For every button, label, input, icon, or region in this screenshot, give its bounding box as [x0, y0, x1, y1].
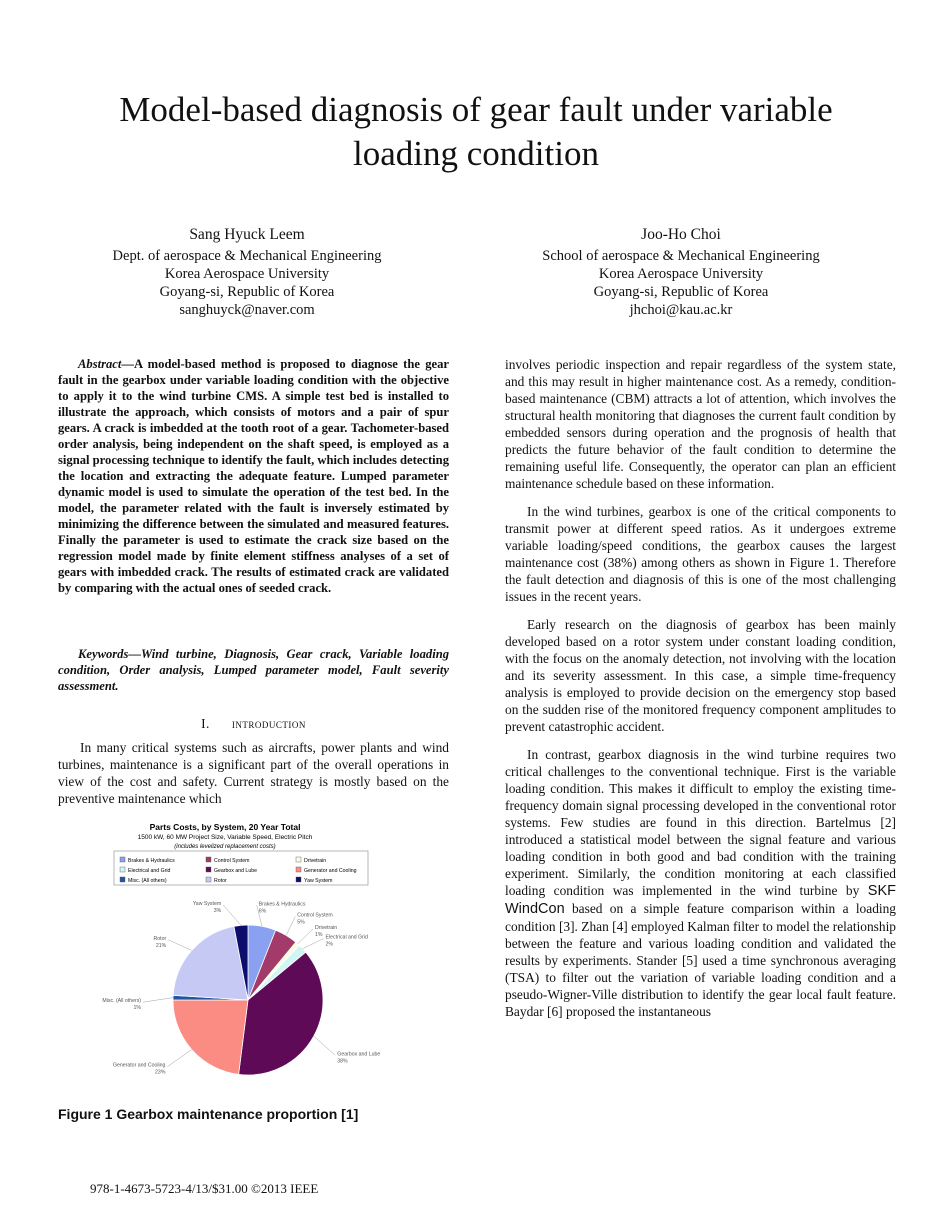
author-dept: School of aerospace & Mechanical Engineering: [542, 248, 820, 264]
product-name: SKF WindCon: [505, 883, 896, 917]
body-paragraph: In the wind turbines, gearbox is one of the critical components to transmit power at different speed ratios. As it undergoes extreme variable loading/speed conditions, the gearbox causes the largest maintenance cost (38%) among others as shown in Figure 1. Therefore the fault detection and diagnosis of this is one of the most challenging issues in the recent years.: [505, 504, 896, 604]
body-paragraph: [505, 746, 896, 1020]
paragraph-text-part-1: In contrast, gearbox diagnosis in the wind turbine requires two critical challenges to the conventional technique. First is the variable loading condition. This makes it difficult to employ the existing time-frequency domain signal processing developed in the conventional rotor systems. Few studies are found in this direction. Bartelmus [2] introduced a statistical model between the signal feature and various loading condition in both good and bad condition with the training experiment. Similarly, the condition monitoring at each classified loading condition was implemented in the wind turbine by: [505, 747, 896, 898]
keywords: Keywords—Wind turbine, Diagnosis, Gear crack, Variable loading condition, Order analysis, Lumped parameter model, Fault severity assessment.: [58, 647, 449, 693]
author-name: Joo-Ho Choi: [641, 226, 721, 243]
chart-title: Parts Costs, by System, 20 Year Total: [149, 822, 301, 832]
slice-leader-line: [314, 1036, 336, 1055]
author-email: jhchoi@kau.ac.kr: [629, 302, 733, 318]
slice-label: Misc. (All others): [102, 998, 142, 1005]
legend-swatch: [206, 857, 211, 862]
slice-percent-label: 6%: [258, 908, 267, 915]
author-block-2: [481, 226, 881, 319]
slice-leader-line: [286, 916, 295, 935]
slice-leader-line: [303, 939, 324, 949]
legend-swatch: [296, 877, 301, 882]
legend-label: Misc. (All others): [128, 878, 167, 884]
section-heading: [58, 716, 449, 732]
body-paragraph: involves periodic inspection and repair regardless of the system state, and this may result in higher maintenance cost. As a remedy, condition-based maintenance (CBM) attracts a lot of attention, which involves the structural health monitoring that diagnoses the current fault condition by embedded sensors during operation and the prognosis of health that predicts the future behavior of the fault condition to determine the remaining useful life. Consequently, the operator can plan an efficient maintenance schedule based on these information.: [505, 357, 896, 491]
keywords-label: Keywords: [78, 647, 129, 661]
body-paragraph: Early research on the diagnosis of gearbox has been mainly developed based on a rotor system under constant loading condition, with the focus on the anomaly detection, not involving with the location and its severity assessment. In this case, a simple time-frequency analysis is employed to provide decision on the emergency stop based on the sudden rise of the monitored frequency component amplitudes to prevent catastrophic accident.: [505, 617, 896, 734]
slice-percent-label: 5%: [297, 919, 305, 926]
author-university: Korea Aerospace University: [598, 266, 764, 282]
title-line-1: Model-based diagnosis of gear fault under variable: [119, 90, 833, 129]
slice-leader-line: [143, 998, 173, 1002]
pie-slice: [173, 1000, 248, 1074]
pie-slices: [173, 925, 323, 1075]
slice-label: Electrical and Grid: [325, 934, 368, 941]
author-name: Sang Hyuck Leem: [189, 226, 305, 243]
abstract-label: Abstract: [78, 357, 122, 371]
author-location: Goyang-si, Republic of Korea: [159, 284, 335, 300]
legend-label: Brakes & Hydraulics: [128, 858, 175, 864]
author-university: Korea Aerospace University: [164, 266, 330, 282]
legend-swatch: [206, 867, 211, 872]
chart-subtitle: 1500 kW, 60 MW Project Size, Variable Speed, Electric Pitch: [137, 834, 313, 841]
slice-leader-line: [223, 905, 241, 925]
slice-label: Gearbox and Lube: [337, 1051, 381, 1058]
slice-percent-label: 1%: [315, 932, 323, 939]
legend-swatch: [296, 857, 301, 862]
right-column: [505, 356, 896, 1031]
slice-leader-line: [298, 929, 313, 944]
slice-percent-label: 23%: [155, 1069, 166, 1076]
abstract-text: A model-based method is proposed to diagnose the gear fault in the gearbox under variable loading condition with the objective to apply it to the wind turbine CMS. A simple test bed is installed to illustrate the approach, which consists of motors and a pair of spur gears. A crack is imbedded at the tooth root of a gear. Tachometer-based order analysis, being independent on the shaft speed, is employed as a signal processing technique to identify the fault, which includes detecting the location and extracting the adequate feature. Lumped parameter dynamic model is used to simulate the operation of the test bed. In the model, the parameter related with the fault is inversely estimated by minimizing the difference between the simulated and measured features. Finally the parameter is used to estimate the crack size based on the regression model made by finite element stiffness analyses of a set of gears with imbedded crack. The results of estimated crack are validated by comparing with the actual ones of seeded crack.: [58, 357, 449, 595]
abstract: Abstract—A model-based method is proposed to diagnose the gear fault in the gearbox under variable loading condition with the objective to apply it to the wind turbine CMS. A simple test bed is installed to illustrate the approach, which consists of motors and a pair of spur gears. A crack is imbedded at the tooth root of a gear. Tachometer-based order analysis, being independent on the shaft speed, is employed as a signal processing technique to identify the fault, which includes detecting the location and extracting the adequate feature. Lumped parameter dynamic model is used to simulate the operation of the test bed. In the model, the parameter related with the fault is inversely estimated by minimizing the difference between the simulated and measured features. Finally the parameter is used to estimate the crack size based on the regression model made by finite element stiffness analyses of a set of gears with imbedded crack. The results of estimated crack are validated by comparing with the actual ones of seeded crack.: [58, 357, 449, 595]
legend-swatch: [296, 867, 301, 872]
pie-chart-figure: [100, 820, 400, 1095]
author-email: sanghuyck@naver.com: [179, 302, 315, 318]
figure-caption: Figure 1 Gearbox maintenance proportion [1]: [58, 1106, 359, 1122]
legend-label: Rotor: [214, 878, 227, 884]
legend-label: Yaw System: [304, 878, 333, 884]
slice-percent-label: 3%: [213, 907, 222, 914]
author-block-1: [47, 226, 447, 319]
slice-label: Rotor: [153, 935, 167, 942]
slice-label: Control System: [297, 912, 333, 919]
slice-label: Generator and Cooling: [112, 1062, 166, 1069]
paper-title: [60, 88, 892, 176]
slice-label: Yaw System: [192, 900, 222, 907]
page-footer: 978-1-4673-5723-4/13/$31.00 ©2013 IEEE: [90, 1181, 319, 1196]
slice-percent-label: 2%: [325, 941, 334, 948]
section-title: introduction: [231, 716, 306, 731]
slice-percent-label: 21%: [155, 942, 167, 949]
legend-swatch: [206, 877, 211, 882]
slice-leader-line: [168, 940, 192, 951]
section-number: I.: [201, 716, 210, 731]
legend-label: Gearbox and Lube: [214, 868, 257, 874]
legend-label: Drivetrain: [304, 858, 327, 864]
slice-label: Drivetrain: [315, 925, 338, 932]
legend-swatch: [120, 867, 125, 872]
slice-label: Brakes & Hydraulics: [258, 901, 306, 908]
chart-note: (includes levelized replacement costs): [174, 844, 276, 850]
slice-leader-line: [167, 1050, 191, 1067]
author-dept: Dept. of aerospace & Mechanical Engineering: [112, 248, 382, 264]
legend-label: Control System: [214, 858, 250, 864]
slice-percent-label: 1%: [133, 1005, 142, 1012]
pie-chart: [100, 820, 400, 1095]
intro-paragraph: In many critical systems such as aircrafts, power plants and wind turbines, maintenance is a significant part of the overall operations in view of the cost and safety. Current strategy is mostly based on the preventive maintenance which: [58, 740, 449, 806]
paragraph-text-part-2: based on a simple feature comparison within a loading condition [3]. Zhan [4] employed Kalman filter to model the relationship between the feature and various loading condition and validated the results by experiments. Stander [5] used a time synchronous averaging (TSA) to filter out the variation of variable loading condition and a pseudo-Wigner-Ville distribution to identify the gear local fault feature. Baydar [6] proposed the instantaneous: [505, 901, 896, 1019]
legend-swatch: [120, 877, 125, 882]
legend-label: Generator and Cooling: [304, 868, 357, 874]
slice-percent-label: 38%: [337, 1058, 348, 1065]
keywords-text: Wind turbine, Diagnosis, Gear crack, Variable loading condition, Order analysis, Lumped parameter model, Fault severity assessment.: [58, 647, 449, 693]
author-location: Goyang-si, Republic of Korea: [593, 284, 769, 300]
title-line-2: loading condition: [353, 134, 599, 173]
legend-label: Electrical and Grid: [128, 868, 171, 874]
legend-swatch: [120, 857, 125, 862]
